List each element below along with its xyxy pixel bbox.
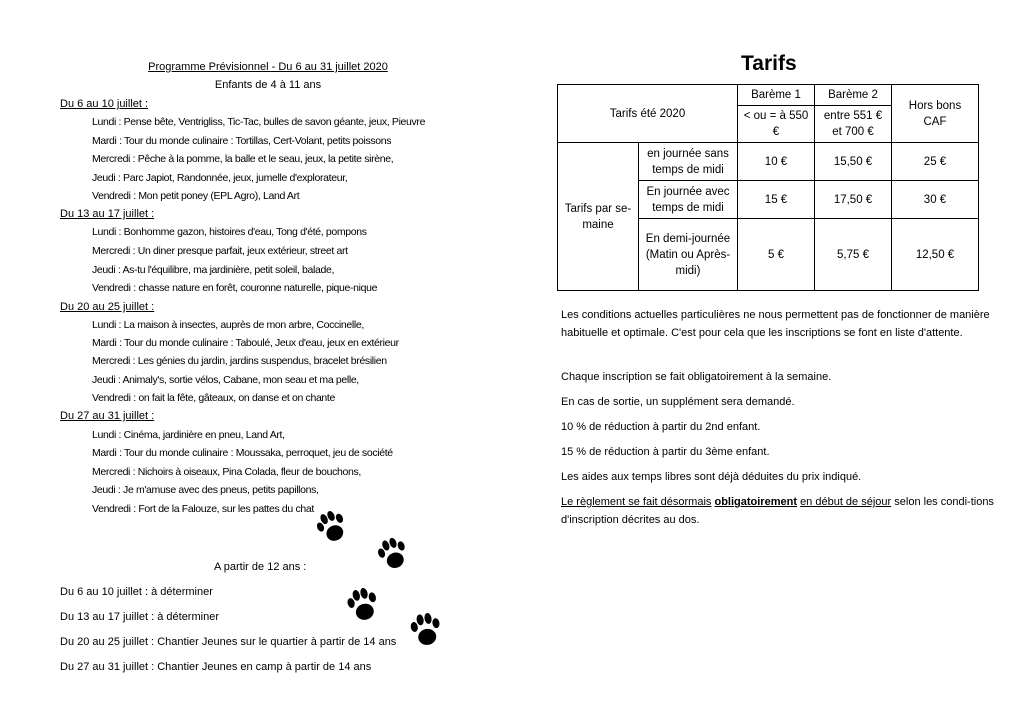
price-cell: 5 € (738, 219, 815, 291)
reduction-3rd-paragraph: 15 % de réduction à partir du 3ème enfant. (561, 446, 770, 458)
paw-print-icon (374, 535, 412, 573)
day-line: Vendredi : chasse nature en forêt, couronne naturelle, pique-nique (92, 282, 378, 294)
week-label: Du 13 au 17 juillet : (60, 208, 155, 220)
day-line: Jeudi : Animaly's, sortie vélos, Cabane, mon seau et ma pelle, (92, 374, 359, 386)
week-label: Du 27 au 31 juillet : (60, 410, 155, 422)
conditions-paragraph: Les conditions actuelles particulières ne nous permettent pas de fonctionner de manière habituelle et optimale. C'est pour cela que les inscriptions se font en liste d'attente. (561, 309, 990, 339)
reglement-paragraph (561, 493, 1001, 529)
inscription-paragraph: Chaque inscription se fait obligatoirement à la semaine. (561, 371, 832, 383)
tarifs-table (557, 84, 979, 291)
paw-print-icon (406, 610, 446, 650)
row-group-label: Tarifs par se-maine (558, 143, 639, 291)
day-line: Jeudi : As-tu l'équilibre, ma jardinière, petit soleil, balade, (92, 264, 335, 276)
day-line: Vendredi : Fort de la Falouze, sur les pattes du chat (92, 503, 314, 515)
reduction-2nd-paragraph: 10 % de réduction à partir du 2nd enfant. (561, 421, 761, 433)
day-line: Mardi : Tour du monde culinaire : Moussaka, perroquet, jeu de société (92, 447, 393, 459)
reglement-debut: en début de séjour (800, 496, 892, 508)
day-line: Mardi : Tour du monde culinaire : Tortillas, Cert-Volant, petits poissons (92, 135, 392, 147)
price-cell: 5,75 € (815, 219, 892, 291)
teens-line: Du 13 au 17 juillet : à déterminer (60, 611, 219, 623)
price-cell: 17,50 € (815, 181, 892, 219)
day-line: Mercredi : Pêche à la pomme, la balle et le seau, jeux, la petite sirène, (92, 153, 394, 165)
price-cell: 12,50 € (892, 219, 979, 291)
sortie-paragraph: En cas de sortie, un supplément sera demandé. (561, 396, 795, 408)
day-line: Mercredi : Nichoirs à oiseaux, Pina Colada, fleur de bouchons, (92, 466, 361, 478)
day-line: Jeudi : Parc Japiot, Randonnée, jeux, jumelle d'explorateur, (92, 172, 348, 184)
day-line: Mardi : Tour du monde culinaire : Taboulé, Jeux d'eau, jeux en extérieur (92, 337, 399, 349)
tarifs-title: Tarifs (741, 52, 797, 75)
teens-line: Du 20 au 25 juillet : Chantier Jeunes sur le quartier à partir de 14 ans (60, 636, 397, 648)
teens-line: Du 27 au 31 juillet : Chantier Jeunes en camp à partir de 14 ans (60, 661, 372, 673)
teens-title: A partir de 12 ans : (214, 561, 307, 573)
teens-line: Du 6 au 10 juillet : à déterminer (60, 586, 213, 598)
day-line: Lundi : Cinéma, jardinière en pneu, Land Art, (92, 429, 285, 441)
hors-header: Hors bons CAF (892, 85, 979, 143)
week-label: Du 6 au 10 juillet : (60, 98, 149, 110)
row-label: en journée sans temps de midi (639, 143, 738, 181)
programme-title: Programme Prévisionnel - Du 6 au 31 juillet 2020 (148, 61, 388, 73)
reglement-suite: selon les condi-tions d'inscription décrites au dos. (561, 496, 994, 526)
bareme1-header: Barème 1 (738, 85, 815, 106)
aides-paragraph: Les aides aux temps libres sont déjà déduites du prix indiqué. (561, 471, 862, 483)
day-line: Vendredi : on fait la fête, gâteaux, on danse et on chante (92, 392, 335, 404)
price-cell: 15,50 € (815, 143, 892, 181)
day-line: Lundi : Bonhomme gazon, histoires d'eau, Tong d'été, pompons (92, 226, 367, 238)
reglement-text: Le règlement se fait désormais (561, 496, 712, 508)
table-corner: Tarifs été 2020 (558, 85, 738, 143)
bareme2-header: Barème 2 (815, 85, 892, 106)
day-line: Jeudi : Je m'amuse avec des pneus, petits papillons, (92, 484, 319, 496)
price-cell: 30 € (892, 181, 979, 219)
week-label: Du 20 au 25 juillet : (60, 301, 155, 313)
row-label: En journée avec temps de midi (639, 181, 738, 219)
bareme2-range: entre 551 € et 700 € (815, 106, 892, 143)
programme-subtitle: Enfants de 4 à 11 ans (214, 79, 322, 91)
bareme1-range: < ou = à 550 € (738, 106, 815, 143)
day-line: Lundi : La maison à insectes, auprès de mon arbre, Coccinelle, (92, 319, 364, 331)
day-line: Mercredi : Les génies du jardin, jardins suspendus, bracelet brésilien (92, 355, 387, 367)
paw-print-icon (343, 585, 383, 625)
day-line: Vendredi : Mon petit poney (EPL Agro), Land Art (92, 190, 300, 202)
price-cell: 15 € (738, 181, 815, 219)
reglement-obligatoire: obligatoirement (714, 496, 797, 508)
paw-print-icon (313, 508, 351, 546)
day-line: Lundi : Pense bête, Ventrigliss, Tic-Tac, bulles de savon géante, jeux, Pieuvre (92, 116, 426, 128)
price-cell: 25 € (892, 143, 979, 181)
day-line: Mercredi : Un diner presque parfait, jeux extérieur, street art (92, 245, 348, 257)
price-cell: 10 € (738, 143, 815, 181)
row-label: En demi-journée (Matin ou Après-midi) (639, 219, 738, 291)
